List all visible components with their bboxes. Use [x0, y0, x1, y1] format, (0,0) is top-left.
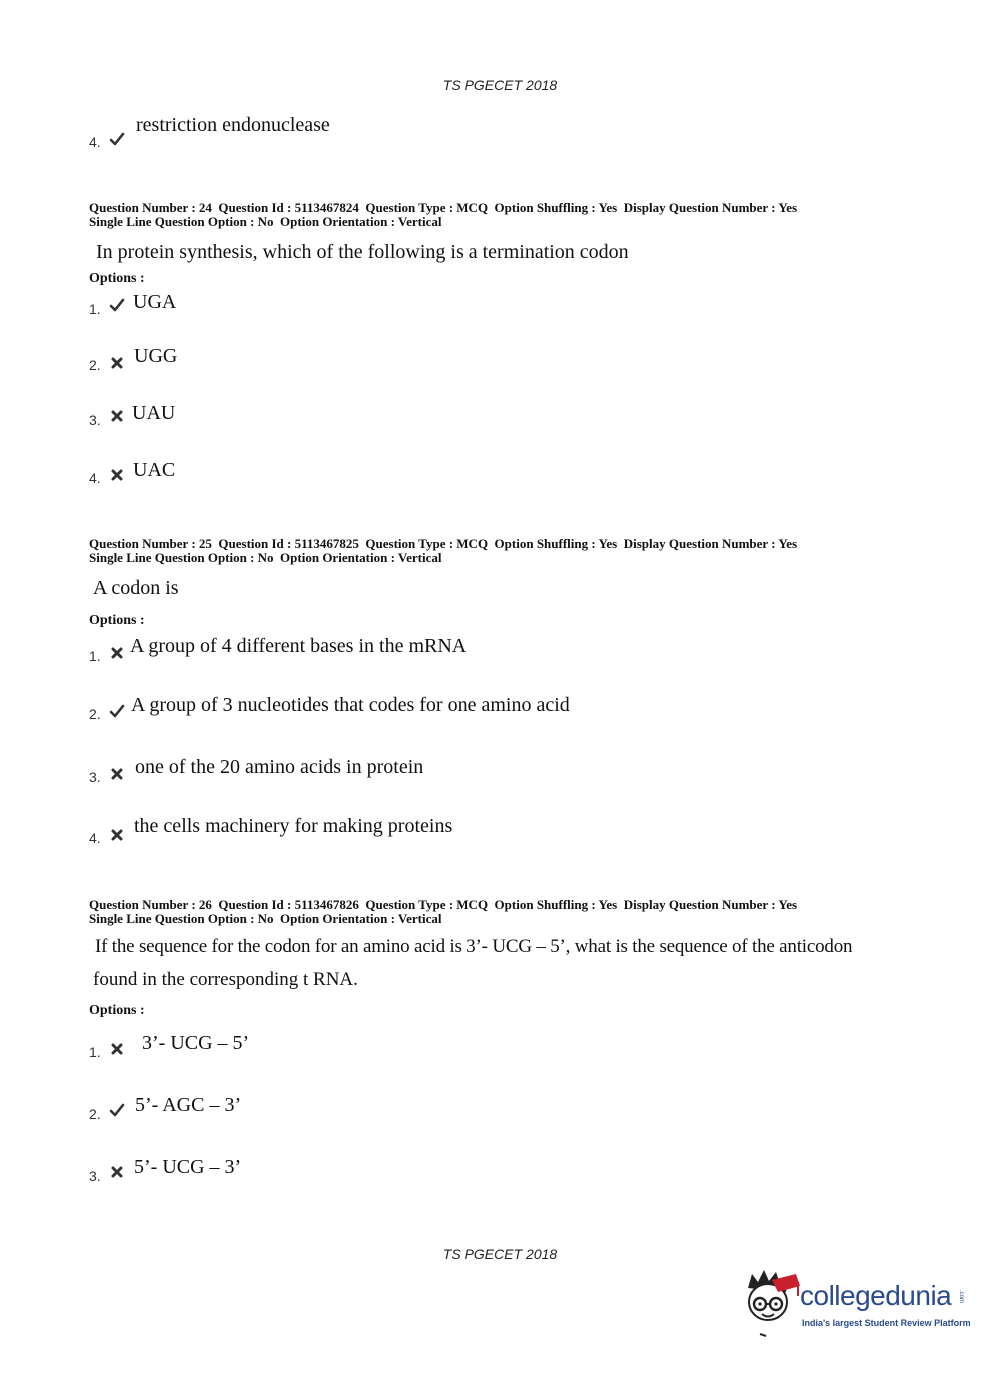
page-header: TS PGECET 2018 [442, 77, 558, 93]
option-number: 4. [89, 134, 101, 150]
option-text: UGA [133, 291, 177, 313]
option-text: restriction endonuclease [136, 114, 330, 136]
option-number: 1. [89, 1044, 101, 1060]
logo-tagline: India's largest Student Review Platform [802, 1318, 971, 1328]
option-number: 2. [89, 1106, 101, 1122]
cross-icon [109, 1164, 125, 1180]
cross-icon [109, 645, 125, 661]
option-number: 2. [89, 706, 101, 722]
question-meta: Question Number : 24 Question Id : 5113467824 Question Type : MCQ Option Shuffling : Yes Display Question Number : Yes Single Line Question Option : No Option Orientation : Vertical [89, 200, 798, 229]
option-number: 1. [89, 648, 101, 664]
options-label: Options : [89, 613, 145, 628]
option-text: 5’- UCG – 3’ [134, 1156, 242, 1178]
option-number: 1. [89, 301, 101, 317]
check-icon [109, 131, 125, 147]
option-number: 2. [89, 357, 101, 373]
check-icon [109, 297, 125, 313]
cross-icon [109, 355, 125, 371]
option-number: 3. [89, 412, 101, 428]
option-text: UGG [134, 345, 178, 367]
cross-icon [109, 827, 125, 843]
option-text: UAU [132, 402, 176, 424]
option-number: 3. [89, 1168, 101, 1184]
option-text: A group of 4 different bases in the mRNA [130, 635, 467, 657]
option-text: 3’- UCG – 5’ [142, 1032, 250, 1054]
page-footer: TS PGECET 2018 [442, 1246, 558, 1262]
cross-icon [109, 408, 125, 424]
option-text: A group of 3 nucleotides that codes for one amino acid [131, 694, 570, 716]
option-text: 5’- AGC – 3’ [135, 1094, 242, 1116]
option-text: UAC [133, 459, 176, 481]
question-text: In protein synthesis, which of the following is a termination codon [96, 241, 629, 263]
check-icon [109, 703, 125, 719]
cross-icon [109, 467, 125, 483]
mascot-icon [738, 1266, 802, 1344]
option-text: the cells machinery for making proteins [134, 815, 453, 837]
option-number: 3. [89, 769, 101, 785]
collegedunia-logo [738, 1266, 978, 1346]
logo-domain: .com [958, 1290, 964, 1304]
cross-icon [109, 766, 125, 782]
cross-icon [109, 1041, 125, 1057]
check-icon [109, 1102, 125, 1118]
logo-brand: collegedunia [800, 1280, 952, 1311]
question-text-line2: found in the corresponding t RNA. [93, 969, 358, 990]
option-text: one of the 20 amino acids in protein [135, 756, 424, 778]
options-label: Options : [89, 1003, 145, 1018]
option-number: 4. [89, 470, 101, 486]
question-text: A codon is [93, 577, 179, 599]
question-meta: Question Number : 26 Question Id : 5113467826 Question Type : MCQ Option Shuffling : Yes Display Question Number : Yes Single Line Question Option : No Option Orientation : Vertical [89, 897, 798, 926]
question-text-line1: If the sequence for the codon for an amino acid is 3’- UCG – 5’, what is the sequence of the anticodon [95, 936, 853, 957]
option-number: 4. [89, 830, 101, 846]
question-meta: Question Number : 25 Question Id : 5113467825 Question Type : MCQ Option Shuffling : Yes Display Question Number : Yes Single Line Question Option : No Option Orientation : Vertical [89, 536, 798, 565]
options-label: Options : [89, 271, 145, 286]
